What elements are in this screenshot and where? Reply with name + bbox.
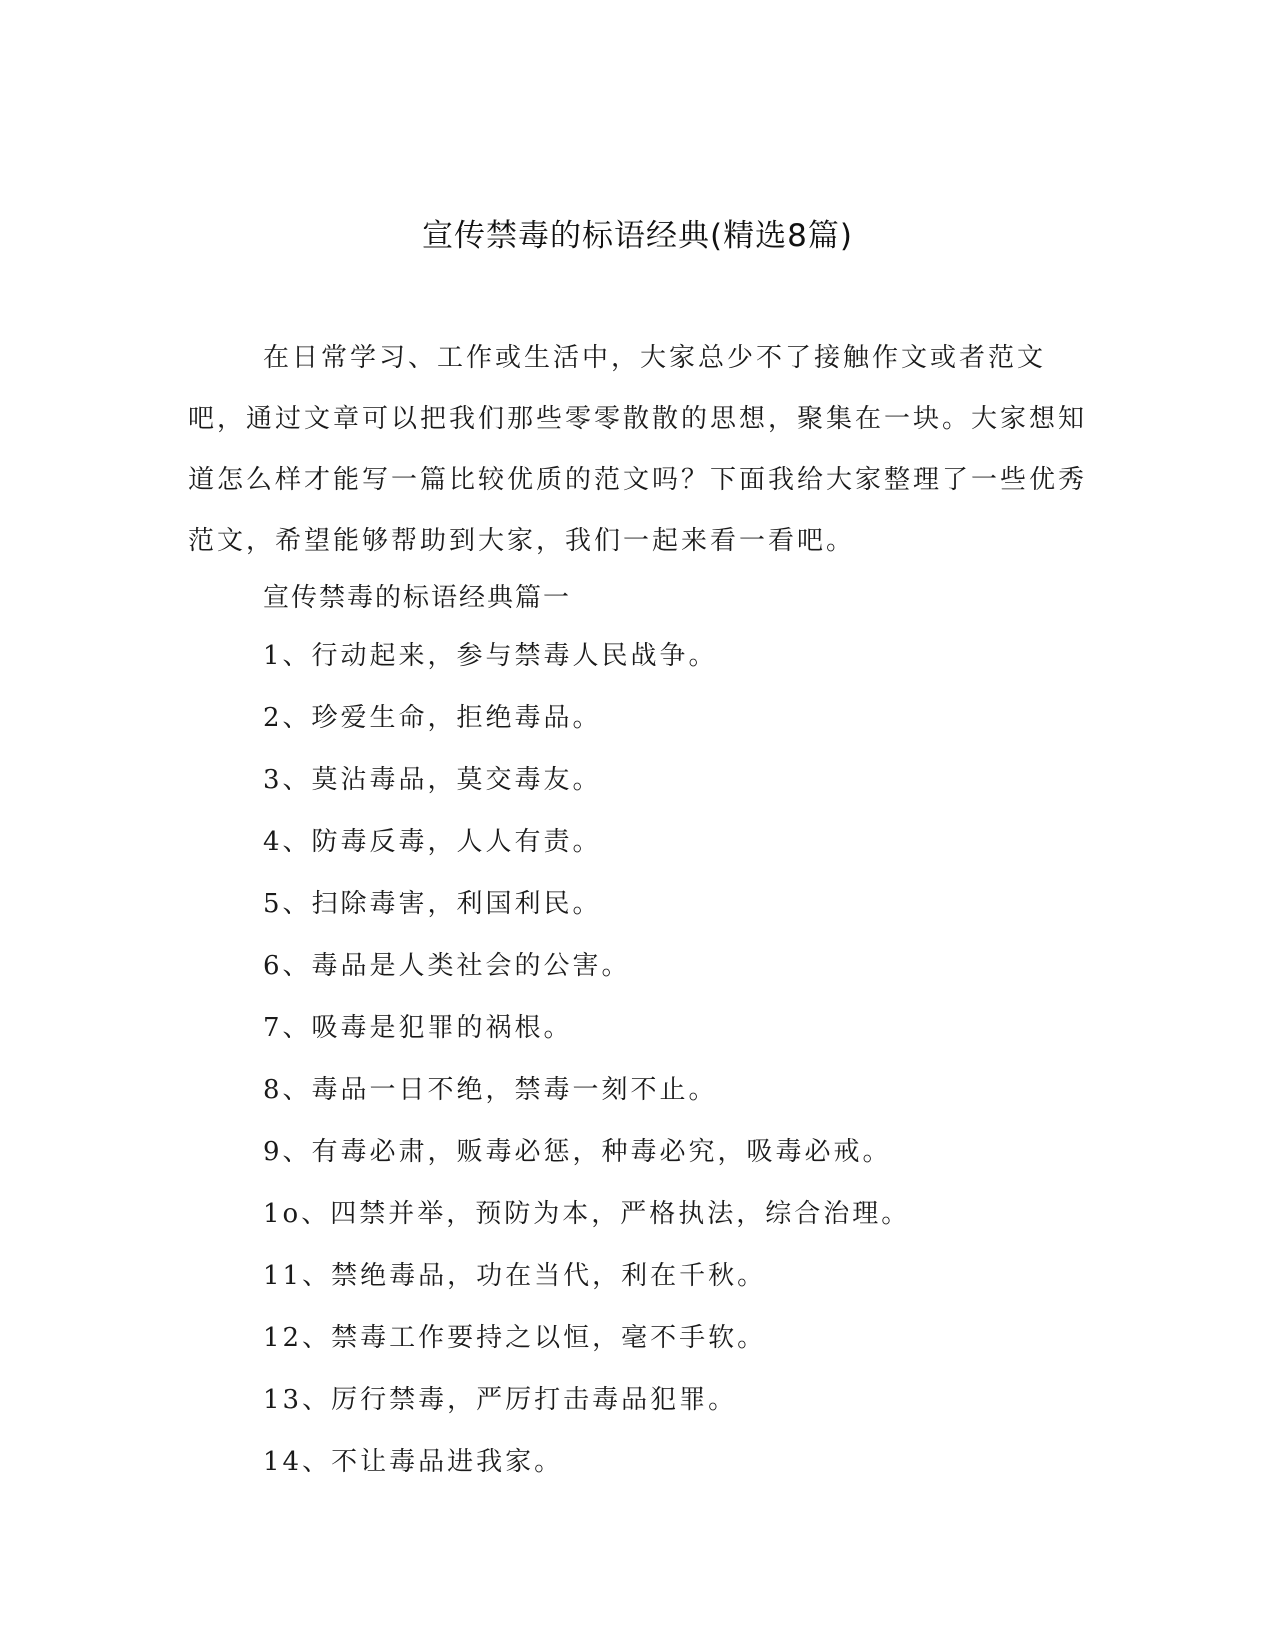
list-item: 1、行动起来，参与禁毒人民战争。 [263,641,718,671]
list-item: 1o、四禁并举，预防为本，严格执法，综合治理。 [263,1199,911,1229]
list-item: 4、防毒反毒，人人有责。 [263,827,602,857]
list-item: 2、珍爱生命，拒绝毒品。 [263,703,602,733]
list-item: 13、厉行禁毒，严厉打击毒品犯罪。 [263,1385,738,1415]
list-item: 11、禁绝毒品，功在当代，利在千秋。 [263,1261,767,1291]
list-item: 5、扫除毒害，利国利民。 [263,889,602,919]
list-item: 8、毒品一日不绝，禁毒一刻不止。 [263,1075,718,1105]
list-item: 14、不让毒品进我家。 [263,1447,564,1477]
list-item: 9、有毒必肃，贩毒必惩，种毒必究，吸毒必戒。 [263,1137,892,1167]
list-item: 12、禁毒工作要持之以恒，毫不手软。 [263,1323,767,1353]
list-item: 6、毒品是人类社会的公害。 [263,951,631,981]
section-heading: 宣传禁毒的标语经典篇一 [263,583,572,613]
document-title: 宣传禁毒的标语经典(精选8篇) [422,218,853,254]
intro-paragraph: 在日常学习、工作或生活中，大家总少不了接触作文或者范文吧，通过文章可以把我们那些零零散散的思想，聚集在一块。大家想知道怎么样才能写一篇比较优质的范文吗？下面我给大家整理了一些优秀范文，希望能够帮助到大家，我们一起来看一看吧。 [188,343,1088,556]
slogan-list [263,636,910,1504]
list-item: 7、吸毒是犯罪的祸根。 [263,1013,573,1043]
list-item: 3、莫沾毒品，莫交毒友。 [263,765,602,795]
